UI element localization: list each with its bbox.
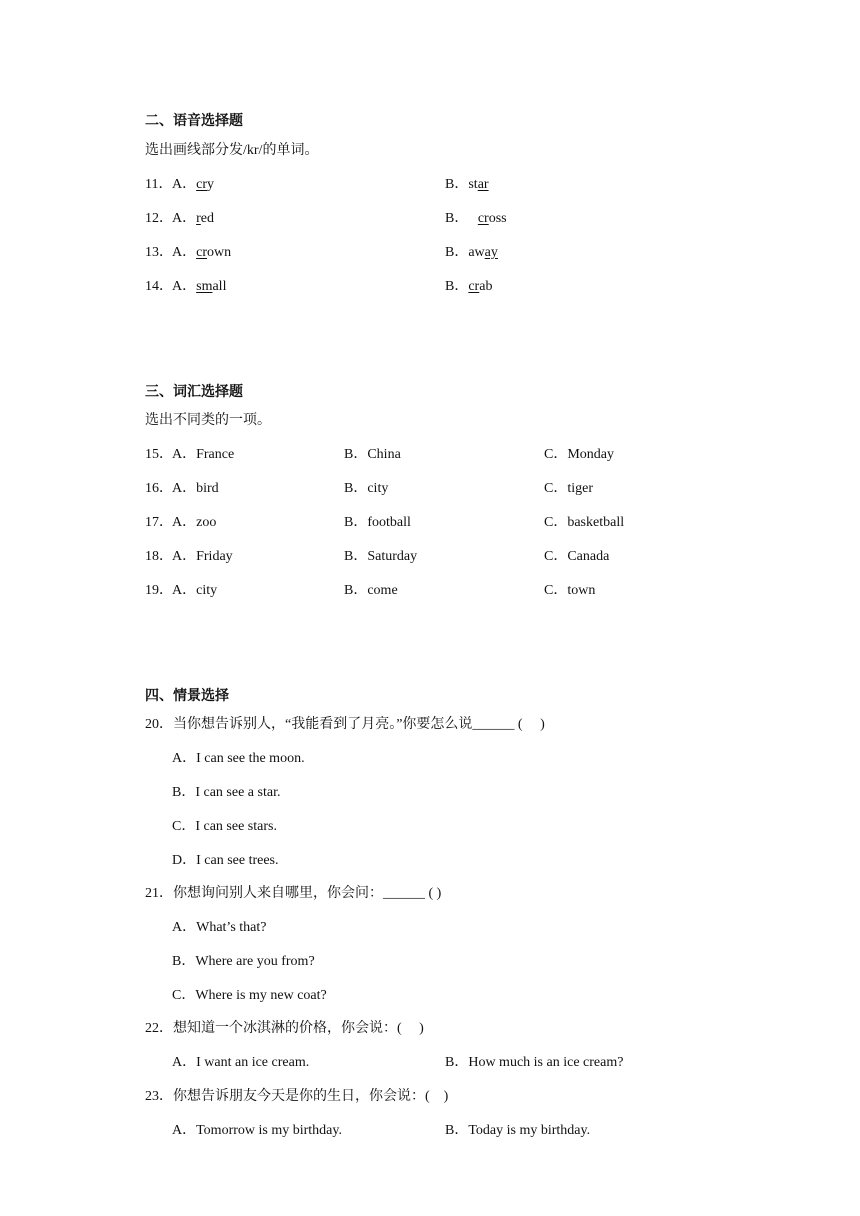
question-row: [0, 582, 860, 600]
option-c: C．tiger: [544, 481, 593, 496]
question-number: 15．: [145, 447, 173, 462]
question-number: 14．: [145, 279, 173, 294]
option-c: C．Where is my new coat?: [172, 988, 327, 1003]
option-b: B．I can see a star.: [172, 785, 281, 800]
section-title-situation: 四、情景选择: [145, 689, 229, 704]
option-b: B．Today is my birthday.: [445, 1123, 591, 1138]
option-b: B．city: [344, 481, 389, 496]
question-row: [0, 548, 860, 566]
question-number: 18．: [145, 549, 173, 564]
option-a: A．I want an ice cream.: [172, 1055, 310, 1070]
option-b: B．away: [445, 245, 498, 260]
option-c: C．basketball: [544, 515, 625, 530]
option-a: A．red: [172, 211, 215, 226]
option-b: B．crab: [445, 279, 493, 294]
option-a: A．France: [172, 447, 235, 462]
question-text: 22．想知道一个冰淇淋的价格，你会说：( ): [145, 1021, 424, 1036]
option-b: B．football: [344, 515, 411, 530]
option-b: B．come: [344, 583, 398, 598]
option-a: A．zoo: [172, 515, 217, 530]
option-b: B．star: [445, 177, 489, 192]
option-a: A．What’s that?: [172, 920, 267, 935]
question-text: 23．你想告诉朋友今天是你的生日，你会说：( ): [145, 1089, 449, 1104]
question-text: 20．当你想告诉别人，“我能看到了月亮。”你要怎么说______ ( ): [145, 717, 545, 732]
section-title-vocab: 三、词汇选择题: [145, 385, 243, 400]
option-a: A．cry: [172, 177, 215, 192]
section-instruction-phonics: 选出画线部分发/kr/的单词。: [145, 143, 319, 158]
option-a: A．city: [172, 583, 218, 598]
question-number: 19．: [145, 583, 173, 598]
question-row: [0, 210, 860, 228]
option-b: B．China: [344, 447, 401, 462]
question-row: [0, 446, 860, 464]
option-b: B．Where are you from?: [172, 954, 315, 969]
question-row: [0, 514, 860, 532]
option-b: B． cross: [445, 211, 507, 226]
option-c: C．Canada: [544, 549, 610, 564]
option-c: C．I can see stars.: [172, 819, 277, 834]
option-a: A．small: [172, 279, 227, 294]
question-number: 17．: [145, 515, 173, 530]
option-c: C．Monday: [544, 447, 614, 462]
question-number: 12．: [145, 211, 173, 226]
option-b: B．Saturday: [344, 549, 418, 564]
option-a: A．crown: [172, 245, 232, 260]
question-row: [0, 176, 860, 194]
section-title-phonics: 二、语音选择题: [145, 114, 243, 129]
question-number: 16．: [145, 481, 173, 496]
question-row: [0, 480, 860, 498]
question-row: [0, 278, 860, 296]
question-number: 13．: [145, 245, 173, 260]
option-a: A．I can see the moon.: [172, 751, 305, 766]
option-b: B．How much is an ice cream?: [445, 1055, 624, 1070]
option-a: A．Friday: [172, 549, 233, 564]
option-a: A．Tomorrow is my birthday.: [172, 1123, 342, 1138]
question-row: [0, 244, 860, 262]
question-text: 21．你想询问别人来自哪里，你会问：______ ( ): [145, 886, 442, 901]
option-a: A．bird: [172, 481, 219, 496]
option-c: C．town: [544, 583, 596, 598]
option-d: D．I can see trees.: [172, 853, 279, 868]
section-instruction-vocab: 选出不同类的一项。: [145, 413, 271, 428]
question-number: 11．: [145, 177, 173, 192]
